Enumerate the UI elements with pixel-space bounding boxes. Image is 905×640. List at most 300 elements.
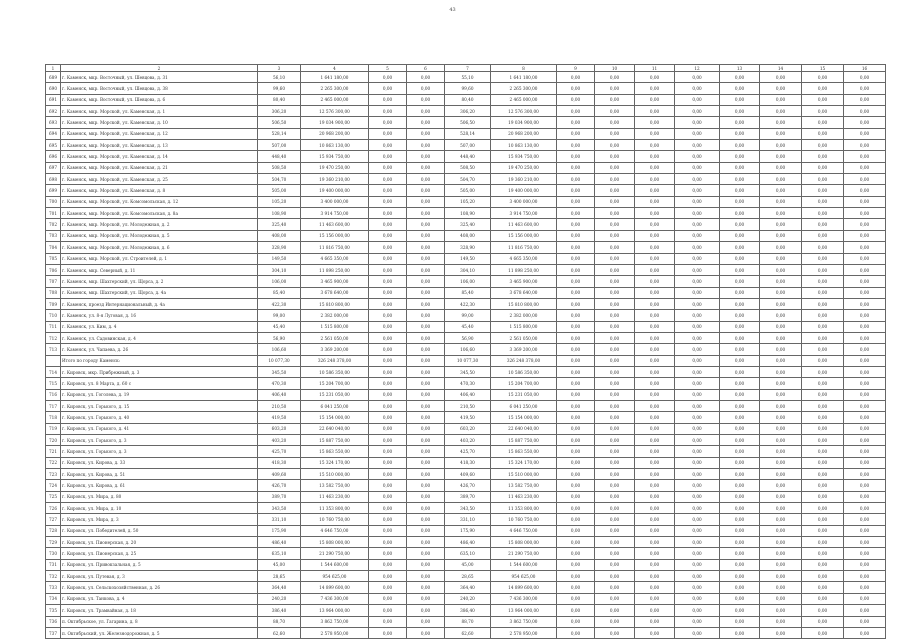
value-cell: 0,00	[844, 412, 886, 423]
value-cell: 0,00	[635, 400, 675, 411]
value-cell: 15 154 000,00	[301, 412, 369, 423]
value-cell: 0,00	[595, 469, 635, 480]
address-cell: Итого по городу Каменск:	[61, 355, 258, 366]
value-cell: 0,00	[595, 162, 635, 173]
value-cell: 0,00	[802, 446, 844, 457]
value-cell: 0,00	[557, 219, 595, 230]
value-cell: 88,70	[258, 616, 301, 627]
value-cell: 0,00	[369, 162, 407, 173]
value-cell: 0,00	[407, 208, 445, 219]
address-cell: г. Каменск, мкр. Морской, ул. Комсомольская, д. 8а	[61, 208, 258, 219]
value-cell: 19 400 000,00	[491, 185, 557, 196]
value-cell: 0,00	[760, 389, 802, 400]
value-cell: 0,00	[675, 208, 720, 219]
value-cell: 0,00	[369, 83, 407, 94]
value-cell: 0,00	[720, 503, 760, 514]
value-cell: 0,00	[802, 400, 844, 411]
value-cell: 0,00	[595, 287, 635, 298]
address-cell: г. Каменск, мкр. Восточный, ул. Шевцова, д. 6	[61, 94, 258, 105]
value-cell: 0,00	[557, 537, 595, 548]
value-cell: 0,00	[675, 412, 720, 423]
value-cell: 0,00	[844, 253, 886, 264]
value-cell: 0,00	[720, 389, 760, 400]
table-row	[46, 321, 886, 332]
value-cell: 0,00	[595, 480, 635, 491]
value-cell: 11 353 800,00	[491, 503, 557, 514]
value-cell: 0,00	[635, 491, 675, 502]
value-cell: 0,00	[595, 491, 635, 502]
value-cell: 0,00	[557, 128, 595, 139]
value-cell: 0,00	[844, 140, 886, 151]
value-cell: 0,00	[595, 264, 635, 275]
value-cell: 0,00	[407, 196, 445, 207]
value-cell: 15 934 750,00	[491, 151, 557, 162]
value-cell: 0,00	[675, 276, 720, 287]
value-cell: 528,14	[258, 128, 301, 139]
value-cell: 0,00	[802, 230, 844, 241]
value-cell: 0,00	[595, 366, 635, 377]
value-cell: 0,00	[595, 457, 635, 468]
address-cell: г. Каменск, мкр. Морской, ул. Молодежная, д. 5	[61, 230, 258, 241]
address-cell: г. Кировск, ул. Кирова, д. 51	[61, 469, 258, 480]
value-cell: 0,00	[760, 276, 802, 287]
value-cell: 0,00	[557, 162, 595, 173]
value-cell: 0,00	[802, 117, 844, 128]
row-number: 691	[46, 94, 61, 105]
value-cell: 210,50	[258, 400, 301, 411]
value-cell: 0,00	[635, 525, 675, 536]
address-cell: г. Кировск, ул. Горького, д. 41	[61, 423, 258, 434]
value-cell: 0,00	[407, 185, 445, 196]
value-cell: 0,00	[595, 219, 635, 230]
value-cell: 7 436 300,00	[301, 593, 369, 604]
value-cell: 0,00	[557, 94, 595, 105]
row-number: 693	[46, 117, 61, 128]
value-cell: 0,00	[802, 412, 844, 423]
value-cell: 0,00	[720, 537, 760, 548]
value-cell: 19 470 250,00	[301, 162, 369, 173]
value-cell: 0,00	[760, 457, 802, 468]
value-cell: 0,00	[557, 457, 595, 468]
value-cell: 0,00	[802, 242, 844, 253]
value-cell: 11 463 230,00	[491, 491, 557, 502]
value-cell: 0,00	[407, 321, 445, 332]
row-number: 703	[46, 230, 61, 241]
column-header: 8	[491, 65, 557, 72]
value-cell: 0,00	[802, 83, 844, 94]
value-cell: 0,00	[802, 287, 844, 298]
row-number: 692	[46, 106, 61, 117]
value-cell: 108,90	[258, 208, 301, 219]
value-cell: 0,00	[595, 446, 635, 457]
value-cell: 20 968 200,00	[491, 128, 557, 139]
value-cell: 0,00	[675, 219, 720, 230]
value-cell: 11 898 250,00	[301, 264, 369, 275]
value-cell: 304,10	[445, 264, 491, 275]
value-cell: 508,50	[445, 162, 491, 173]
value-cell: 3 400 000,00	[301, 196, 369, 207]
value-cell: 0,00	[720, 469, 760, 480]
value-cell: 0,00	[720, 457, 760, 468]
value-cell: 0,00	[595, 106, 635, 117]
value-cell: 0,00	[557, 412, 595, 423]
value-cell: 0,00	[369, 423, 407, 434]
value-cell: 0,00	[635, 72, 675, 83]
value-cell: 0,00	[720, 276, 760, 287]
value-cell: 0,00	[407, 435, 445, 446]
value-cell: 0,00	[844, 321, 886, 332]
value-cell: 88,70	[445, 616, 491, 627]
value-cell: 1 544 600,00	[301, 559, 369, 570]
value-cell: 0,00	[635, 310, 675, 321]
value-cell: 0,00	[595, 514, 635, 525]
value-cell: 0,00	[407, 593, 445, 604]
value-cell: 506,50	[445, 117, 491, 128]
value-cell: 0,00	[595, 378, 635, 389]
value-cell: 326 248 378,00	[491, 355, 557, 366]
value-cell: 2 578 950,00	[491, 627, 557, 638]
address-cell: г. Кировск, ул. Гоголева, д. 19	[61, 389, 258, 400]
value-cell: 603,20	[258, 423, 301, 434]
value-cell: 0,00	[844, 185, 886, 196]
value-cell: 56,10	[258, 72, 301, 83]
value-cell: 0,00	[760, 196, 802, 207]
row-number: 722	[46, 457, 61, 468]
value-cell: 15 887 750,00	[491, 435, 557, 446]
value-cell: 0,00	[720, 616, 760, 627]
value-cell: 0,00	[557, 627, 595, 638]
address-cell: г. Кировск, ул. Горького, д. 40	[61, 412, 258, 423]
value-cell: 0,00	[844, 174, 886, 185]
value-cell: 343,50	[445, 503, 491, 514]
row-number: 714	[46, 366, 61, 377]
value-cell: 0,00	[844, 582, 886, 593]
value-cell: 0,00	[844, 503, 886, 514]
row-number: 711	[46, 321, 61, 332]
value-cell: 0,00	[802, 366, 844, 377]
column-header: 16	[844, 65, 886, 72]
value-cell: 0,00	[635, 140, 675, 151]
value-cell: 99,00	[445, 310, 491, 321]
value-cell: 0,00	[407, 525, 445, 536]
value-cell: 0,00	[369, 537, 407, 548]
value-cell: 0,00	[844, 559, 886, 570]
value-cell: 15 204 700,00	[491, 378, 557, 389]
value-cell: 10 586 350,00	[491, 366, 557, 377]
address-cell: г. Каменск, мкр. Морской, ул. Каменская, д. 14	[61, 151, 258, 162]
value-cell: 0,00	[557, 593, 595, 604]
value-cell: 0,00	[844, 366, 886, 377]
address-cell: г. Каменск, мкр. Морской, ул. Молодежная, д. 2	[61, 219, 258, 230]
table-row	[46, 276, 886, 287]
value-cell: 0,00	[595, 72, 635, 83]
row-number: 716	[46, 389, 61, 400]
table-row	[46, 525, 886, 536]
table-row	[46, 389, 886, 400]
value-cell: 0,00	[369, 253, 407, 264]
value-cell: 0,00	[557, 446, 595, 457]
table-row	[46, 287, 886, 298]
value-cell: 3 862 750,00	[301, 616, 369, 627]
value-cell: 0,00	[844, 571, 886, 582]
value-cell: 0,00	[675, 162, 720, 173]
value-cell: 0,00	[407, 344, 445, 355]
value-cell: 0,00	[802, 344, 844, 355]
value-cell: 0,00	[369, 196, 407, 207]
value-cell: 0,00	[802, 548, 844, 559]
value-cell: 0,00	[407, 548, 445, 559]
value-cell: 505,00	[445, 185, 491, 196]
value-cell: 0,00	[760, 355, 802, 366]
value-cell: 0,00	[595, 253, 635, 264]
value-cell: 0,00	[635, 219, 675, 230]
column-header: 3	[258, 65, 301, 72]
value-cell: 13 964 000,00	[491, 605, 557, 616]
value-cell: 0,00	[595, 559, 635, 570]
value-cell: 0,00	[720, 344, 760, 355]
value-cell: 0,00	[407, 366, 445, 377]
value-cell: 486,40	[445, 537, 491, 548]
table-row	[46, 548, 886, 559]
value-cell: 418,30	[445, 457, 491, 468]
value-cell: 0,00	[720, 627, 760, 638]
address-cell: г. Каменск, мкр. Морской, ул. Каменская, д. 21	[61, 162, 258, 173]
value-cell: 0,00	[760, 208, 802, 219]
value-cell: 0,00	[369, 378, 407, 389]
value-cell: 99,60	[258, 83, 301, 94]
address-cell: г. Каменск, мкр. Морской, ул. Каменская, д. 8	[61, 185, 258, 196]
value-cell: 0,00	[760, 446, 802, 457]
value-cell: 7 436 300,00	[491, 593, 557, 604]
value-cell: 0,00	[760, 525, 802, 536]
column-header: 15	[802, 65, 844, 72]
value-cell: 0,00	[675, 366, 720, 377]
value-cell: 0,00	[595, 412, 635, 423]
value-cell: 14 899 600,00	[301, 582, 369, 593]
row-number: 727	[46, 514, 61, 525]
address-cell: г. Кировск, ул. Привокзальная, д. 5	[61, 559, 258, 570]
value-cell: 108,90	[445, 208, 491, 219]
value-cell: 0,00	[595, 605, 635, 616]
value-cell: 0,00	[760, 287, 802, 298]
value-cell: 0,00	[407, 230, 445, 241]
value-cell: 0,00	[407, 162, 445, 173]
value-cell: 0,00	[557, 616, 595, 627]
value-cell: 0,00	[844, 344, 886, 355]
value-cell: 0,00	[720, 106, 760, 117]
value-cell: 2 465 000,00	[301, 94, 369, 105]
value-cell: 0,00	[557, 140, 595, 151]
row-number: 697	[46, 162, 61, 173]
value-cell: 3 862 750,00	[491, 616, 557, 627]
value-cell: 0,00	[720, 378, 760, 389]
table-row	[46, 344, 886, 355]
row-number: 707	[46, 276, 61, 287]
value-cell: 0,00	[802, 355, 844, 366]
value-cell: 0,00	[369, 457, 407, 468]
value-cell: 0,00	[802, 616, 844, 627]
value-cell: 0,00	[675, 627, 720, 638]
value-cell: 0,00	[720, 366, 760, 377]
value-cell: 0,00	[557, 400, 595, 411]
value-cell: 62,60	[258, 627, 301, 638]
value-cell: 0,00	[802, 491, 844, 502]
value-cell: 15 156 000,00	[301, 230, 369, 241]
value-cell: 105,20	[258, 196, 301, 207]
column-header: 6	[407, 65, 445, 72]
value-cell: 0,00	[407, 332, 445, 343]
value-cell: 0,00	[675, 593, 720, 604]
value-cell: 0,00	[675, 355, 720, 366]
value-cell: 0,00	[635, 503, 675, 514]
value-cell: 0,00	[595, 435, 635, 446]
value-cell: 3 465 900,00	[301, 276, 369, 287]
value-cell: 0,00	[675, 106, 720, 117]
value-cell: 0,00	[407, 400, 445, 411]
value-cell: 1 515 800,00	[491, 321, 557, 332]
address-cell: г. Каменск, проезд Интернациональный, д. 4а	[61, 298, 258, 309]
value-cell: 0,00	[635, 117, 675, 128]
value-cell: 0,00	[760, 344, 802, 355]
table-row	[46, 298, 886, 309]
value-cell: 20 968 200,00	[301, 128, 369, 139]
value-cell: 528,14	[445, 128, 491, 139]
value-cell: 0,00	[760, 230, 802, 241]
value-cell: 0,00	[760, 310, 802, 321]
value-cell: 0,00	[557, 548, 595, 559]
value-cell: 0,00	[760, 559, 802, 570]
table-row	[46, 514, 886, 525]
value-cell: 389,70	[445, 491, 491, 502]
value-cell: 0,00	[802, 559, 844, 570]
value-cell: 0,00	[760, 627, 802, 638]
value-cell: 0,00	[802, 219, 844, 230]
value-cell: 0,00	[844, 276, 886, 287]
row-number: 695	[46, 140, 61, 151]
value-cell: 3 914 750,00	[301, 208, 369, 219]
value-cell: 0,00	[675, 242, 720, 253]
value-cell: 331,10	[445, 514, 491, 525]
value-cell: 364,40	[258, 582, 301, 593]
value-cell: 0,00	[720, 83, 760, 94]
value-cell: 0,00	[802, 571, 844, 582]
row-number: 735	[46, 605, 61, 616]
address-cell: г. Кировск, ул. Горького, д. 3	[61, 435, 258, 446]
table-row	[46, 128, 886, 139]
address-cell: г. Кировск, мкр. Прибрежный, д. 3	[61, 366, 258, 377]
value-cell: 19 470 250,00	[491, 162, 557, 173]
value-cell: 0,00	[407, 151, 445, 162]
value-cell: 504,70	[445, 174, 491, 185]
value-cell: 0,00	[675, 83, 720, 94]
value-cell: 0,00	[369, 616, 407, 627]
value-cell: 0,00	[844, 514, 886, 525]
value-cell: 0,00	[635, 366, 675, 377]
table-row	[46, 412, 886, 423]
value-cell: 0,00	[369, 264, 407, 275]
value-cell: 0,00	[407, 117, 445, 128]
value-cell: 0,00	[369, 389, 407, 400]
value-cell: 0,00	[844, 423, 886, 434]
address-cell: г. Кировск, ул. 8 Марта, д. 60 с	[61, 378, 258, 389]
value-cell: 0,00	[760, 72, 802, 83]
value-cell: 409,60	[258, 469, 301, 480]
value-cell: 105,20	[445, 196, 491, 207]
value-cell: 635,10	[445, 548, 491, 559]
value-cell: 0,00	[635, 537, 675, 548]
value-cell: 408,00	[258, 230, 301, 241]
value-cell: 0,00	[675, 571, 720, 582]
value-cell: 0,00	[407, 310, 445, 321]
value-cell: 0,00	[675, 446, 720, 457]
value-cell: 0,00	[635, 162, 675, 173]
row-number: 713	[46, 344, 61, 355]
table-row	[46, 117, 886, 128]
value-cell: 425,70	[258, 446, 301, 457]
value-cell: 448,40	[445, 151, 491, 162]
value-cell: 0,00	[844, 355, 886, 366]
value-cell: 80,40	[258, 94, 301, 105]
row-number: 689	[46, 72, 61, 83]
value-cell: 3 678 640,00	[301, 287, 369, 298]
value-cell: 0,00	[760, 469, 802, 480]
value-cell: 0,00	[369, 208, 407, 219]
value-cell: 0,00	[760, 140, 802, 151]
value-cell: 4 665 350,00	[491, 253, 557, 264]
column-header: 4	[301, 65, 369, 72]
value-cell: 15 204 700,00	[301, 378, 369, 389]
value-cell: 0,00	[760, 412, 802, 423]
table-row	[46, 83, 886, 94]
address-cell: г. Каменск, мкр. Восточный, ул. Шевцова, д. 38	[61, 83, 258, 94]
value-cell: 0,00	[595, 344, 635, 355]
value-cell: 0,00	[844, 446, 886, 457]
value-cell: 0,00	[595, 94, 635, 105]
table-header-row	[46, 65, 886, 72]
value-cell: 0,00	[844, 230, 886, 241]
value-cell: 0,00	[595, 174, 635, 185]
page-number: 43	[449, 7, 456, 13]
value-cell: 0,00	[557, 185, 595, 196]
value-cell: 0,00	[760, 151, 802, 162]
value-cell: 0,00	[369, 321, 407, 332]
value-cell: 0,00	[844, 389, 886, 400]
value-cell: 0,00	[635, 559, 675, 570]
value-cell: 0,00	[802, 423, 844, 434]
address-cell: г. Кировск, ул. Мира, д. 3	[61, 514, 258, 525]
value-cell: 0,00	[595, 582, 635, 593]
value-cell: 0,00	[844, 162, 886, 173]
value-cell: 0,00	[595, 185, 635, 196]
value-cell: 0,00	[557, 582, 595, 593]
row-number: 690	[46, 83, 61, 94]
table-row	[46, 151, 886, 162]
value-cell: 0,00	[802, 627, 844, 638]
value-cell: 2 382 000,00	[301, 310, 369, 321]
value-cell: 345,50	[258, 366, 301, 377]
value-cell: 0,00	[369, 503, 407, 514]
value-cell: 1 544 600,00	[491, 559, 557, 570]
value-cell: 0,00	[557, 310, 595, 321]
column-header: 9	[557, 65, 595, 72]
value-cell: 0,00	[407, 219, 445, 230]
value-cell: 0,00	[720, 72, 760, 83]
value-cell: 0,00	[557, 196, 595, 207]
value-cell: 0,00	[635, 548, 675, 559]
table-row	[46, 174, 886, 185]
value-cell: 0,00	[760, 491, 802, 502]
value-cell: 0,00	[844, 219, 886, 230]
